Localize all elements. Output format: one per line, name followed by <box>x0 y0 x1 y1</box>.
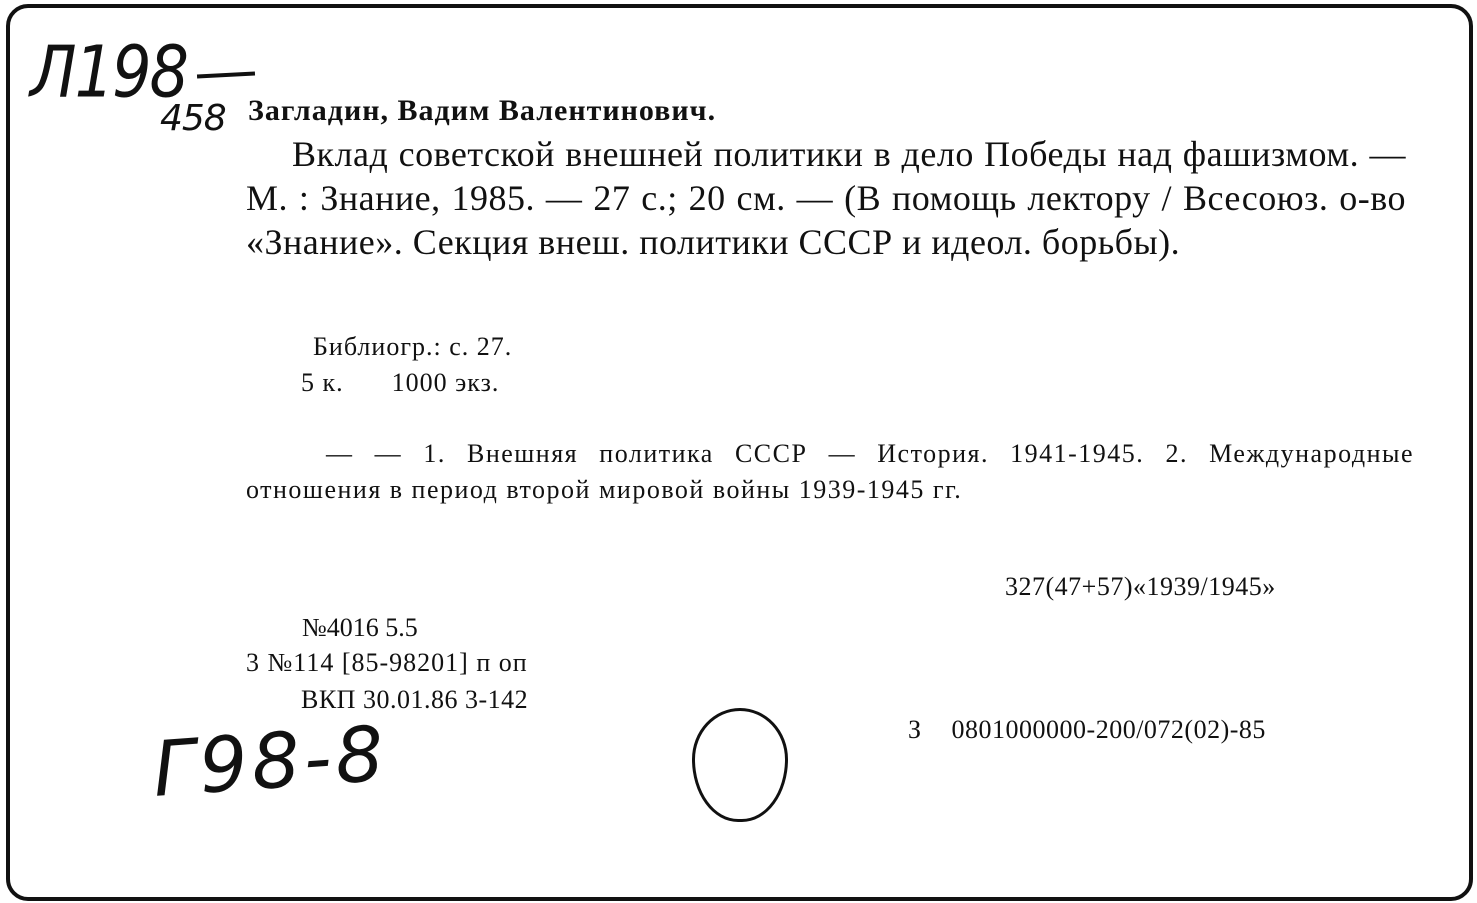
handwritten-note: Г98-8 <box>150 708 391 814</box>
author-heading: Загладин, Вадим Валентинович. <box>248 94 717 127</box>
price-copies-line <box>301 368 499 398</box>
bibliography-note: Библиогр.: с. 27. <box>313 332 513 361</box>
code-number: 0801000000-200/072(02)-85 <box>951 715 1266 744</box>
code-prefix: З <box>908 715 922 744</box>
title-description: Вклад советской внешней политики в дело Победы над фашизмом. — М. : Знание, 1985. — 27 с.; 20 см. — (В помощь лектору / Всесоюз. о-во «Знание». Секция внеш. политики СССР и идеол. борьбы). <box>246 134 1406 262</box>
handwritten-author-mark: 458 <box>160 98 226 139</box>
order-line-2: 3 №114 [85-98201] п оп <box>246 648 528 677</box>
handwritten-shelf-mark: Л198 <box>30 30 187 114</box>
price: 5 к. <box>301 368 344 397</box>
catalog-code <box>908 715 1266 745</box>
copies: 1000 экз. <box>391 368 500 397</box>
subject-headings: — — 1. Внешняя политика СССР — История. 1941-1945. 2. Международные отношения в период второй мировой войны 1939-1945 гг. <box>246 439 1414 504</box>
order-line-3: ВКП 30.01.86 3-142 <box>301 685 529 714</box>
udc-classification: 327(47+57)«1939/1945» <box>1005 572 1276 601</box>
order-line-1: №4016 5.5 <box>302 613 418 642</box>
